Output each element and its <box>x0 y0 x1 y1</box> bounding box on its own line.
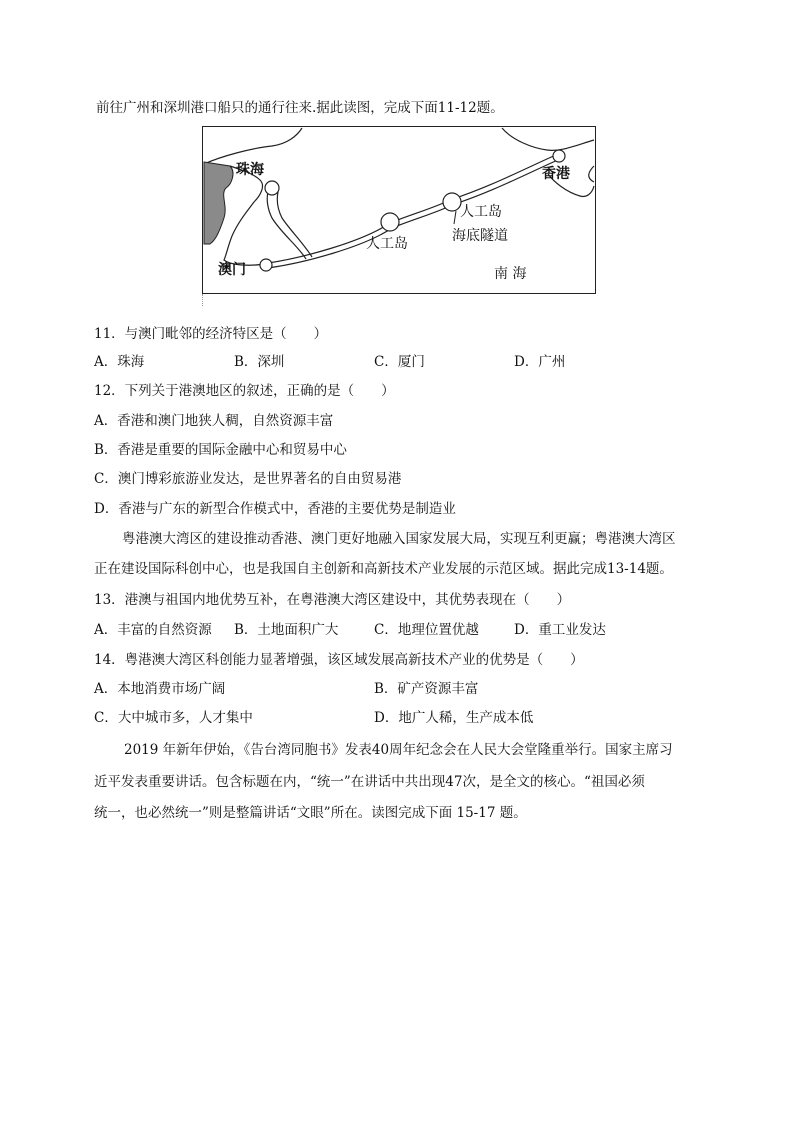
question-11-stem: 11．与澳门毗邻的经济特区是（ ） <box>94 326 328 342</box>
q12-option-c[interactable]: C．澳门博彩旅游业发达，是世界著名的自由贸易港 <box>94 471 402 487</box>
q14-option-a[interactable]: A．本地消费市场广阔 <box>94 681 226 697</box>
passage-1-line-2: 正在建设国际科创中心，也是我国自主创新和高新技术产业发展的示范区域。据此完成13-14题。 <box>94 561 673 577</box>
q12-option-a[interactable]: A．香港和澳门地狭人稠，自然资源丰富 <box>94 413 334 429</box>
zhuhai-port-marker <box>265 181 279 195</box>
hongkong-coastline <box>502 128 594 150</box>
label-island-east: 人工岛 <box>460 204 502 220</box>
passage-2-line-3: 统一，也必然统一”则是整篇讲话“文眼”所在。读图完成下面 15-17 题。 <box>94 805 527 821</box>
west-island-marker <box>381 213 399 231</box>
macau-port-marker <box>260 259 272 271</box>
q11-option-c[interactable]: C．厦门 <box>374 354 425 370</box>
label-tunnel: 海底隧道 <box>452 228 508 244</box>
q14-option-b[interactable]: B．矿产资源丰富 <box>374 681 479 697</box>
question-14-stem: 14．粤港澳大湾区科创能力显著增强，该区域发展高新技术产业的优势是（ ） <box>94 652 584 668</box>
q12-option-d[interactable]: D．香港与广东的新型合作模式中，香港的主要优势是制造业 <box>94 501 456 517</box>
zhuhai-coastline <box>204 128 302 164</box>
map-drawing <box>202 126 596 294</box>
tunnel-leader <box>454 211 456 224</box>
q12-option-b[interactable]: B．香港是重要的国际金融中心和贸易中心 <box>94 442 347 458</box>
bridge-branch-lower <box>277 192 312 257</box>
label-macau: 澳门 <box>218 262 246 278</box>
q11-option-a[interactable]: A．珠海 <box>94 354 145 370</box>
bridge-branch-upper <box>267 192 306 259</box>
q13-option-c[interactable]: C．地理位置优越 <box>374 622 479 638</box>
q11-option-b[interactable]: B．深圳 <box>234 354 285 370</box>
hk-island-coast <box>589 166 594 182</box>
bridge-line-upper <box>268 154 558 263</box>
q14-option-d[interactable]: D．地广人稀，生产成本低 <box>374 710 534 726</box>
label-zhuhai: 珠海 <box>236 162 264 178</box>
label-island-west: 人工岛 <box>366 236 408 252</box>
hzmb-map <box>202 126 596 294</box>
passage-1-line-1: 粤港澳大湾区的建设推动香港、澳门更好地融入国家发展大局，实现互利更赢；粤港澳大湾区 <box>122 531 676 547</box>
q13-option-b[interactable]: B．土地面积广大 <box>234 622 339 638</box>
question-13-stem: 13．港澳与祖国内地优势互补，在粤港澳大湾区建设中，其优势表现在（ ） <box>94 592 571 608</box>
estuary-shape <box>204 162 233 244</box>
q14-option-c[interactable]: C．大中城市多，人才集中 <box>94 710 253 726</box>
q11-option-d[interactable]: D．广州 <box>514 354 566 370</box>
passage-2-line-2: 近平发表重要讲话。包含标题在内，“统一”在讲话中共出现47次，是全文的核心。“祖国必须 <box>94 774 645 790</box>
label-hongkong: 香港 <box>542 166 570 182</box>
east-island-marker <box>443 193 461 211</box>
label-south-sea: 南 海 <box>494 266 527 282</box>
q13-option-d[interactable]: D．重工业发达 <box>514 622 606 638</box>
q13-option-a[interactable]: A．丰富的自然资源 <box>94 622 212 638</box>
passage-2-line-1: 2019 年新年伊始，《告台湾同胞书》发表40周年纪念会在人民大会堂隆重举行。国家主席习 <box>124 742 673 758</box>
intro-text: 前往广州和深圳港口船只的通行往来.据此读图，完成下面11-12题。 <box>96 100 504 116</box>
hongkong-port-marker <box>553 150 565 162</box>
question-12-stem: 12．下列关于港澳地区的叙述，正确的是（ ） <box>94 383 395 399</box>
dotted-marker <box>202 294 205 306</box>
